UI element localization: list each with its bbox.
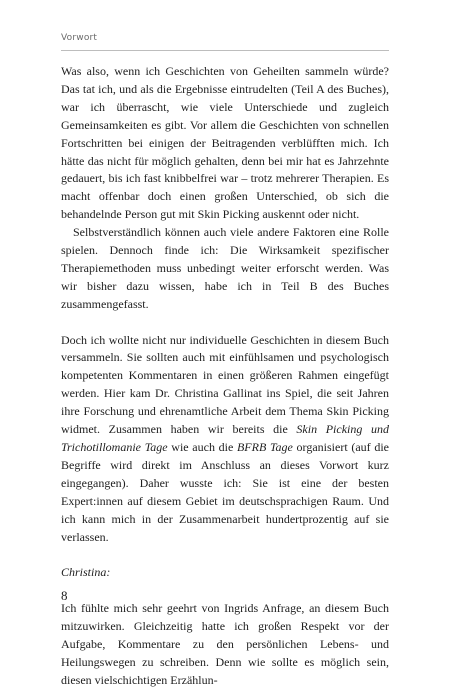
page-number: 8 <box>61 588 68 603</box>
paragraph-3 <box>61 332 389 547</box>
event-name-skin-picking-tage: Skin Picking und Trichotillomanie Tage <box>61 422 390 455</box>
paragraph-2: Selbstverständlich können auch viele andere Faktoren eine Rolle spielen. Dennoch finde ich: Die Wirksamkeit spezifischer Therapiemethoden muss unbedingt weiter erforscht werden. Was wir bisher dazu wissen, habe ich in Teil B des Buches zusammengefasst. <box>61 225 389 311</box>
paragraph-3-part-a: Doch ich wollte nicht nur individuelle Geschichten in diesem Buch versammeln. Sie sollten auch mit einfühlsamen und psychologisch kompetenten Kommentaren in einen größeren Rahmen eingefügt werden. Hier kam Dr. Christina Gallinat ins Spiel, die seit Jahren ihre Forschung und ehrenamtliche Arbeit dem Thema Skin Picking widmet. Zusammen haben wir bereits die <box>61 332 389 437</box>
header-rule <box>61 50 389 51</box>
event-name-bfrb-tage: BFRB Tage <box>236 440 293 455</box>
paragraph-3-part-b: wie auch die <box>167 440 237 455</box>
paragraph-1: Was also, wenn ich Geschichten von Geheilten sammeln würde? Das tat ich, und als die Ergebnisse eintrudelten (Teil A des Buches), war ich überrascht, wie viele Unterschiede und zugleich Gemeinsamkeiten es gibt. Vor allem die Geschichten von schnellen Fortschritten bei einigen der Beitragenden verblüfften mich. Ich hätte das nicht für möglich gehalten, denn bei mir hat es Jahrzehnte gedauert, bis ich fast knibbelfrei war – trotz mehrerer Therapien. Es macht offenbar doch einen großen Unterschied, ob sich die behandelnde Person gut mit Skin Picking auskennt oder nicht. <box>61 64 389 222</box>
paragraph-spacer <box>61 546 389 564</box>
paragraph-4: Ich fühlte mich sehr geehrt von Ingrids Anfrage, an diesem Buch mitzuwirken. Gleichzeitig hatte ich großen Respekt vor der Aufgabe, Kommentare zu den persönlichen Lebens- und Heilungswegen zu schreiben. Denn wie sollte es möglich sein, diesen vielschichtigen Erzählun- <box>61 601 389 687</box>
paragraph-spacer <box>61 582 389 600</box>
page-body <box>61 63 389 690</box>
paragraph-spacer <box>61 314 389 332</box>
running-head: Vorwort <box>61 33 98 43</box>
section-heading-christina: Christina: <box>61 565 111 580</box>
paragraph-3-part-c: organisiert (auf die Begriffe wird direkt im Anschluss an dieses Vorwort kurz eingegangen). Daher wusste ich: Sie ist eine der besten Expert:innen auf diesem Gebiet im deutschsprachigen Raum. Und ich kann mich in der Zusammenarbeit hundertprozentig auf sie verlassen. <box>61 440 390 544</box>
